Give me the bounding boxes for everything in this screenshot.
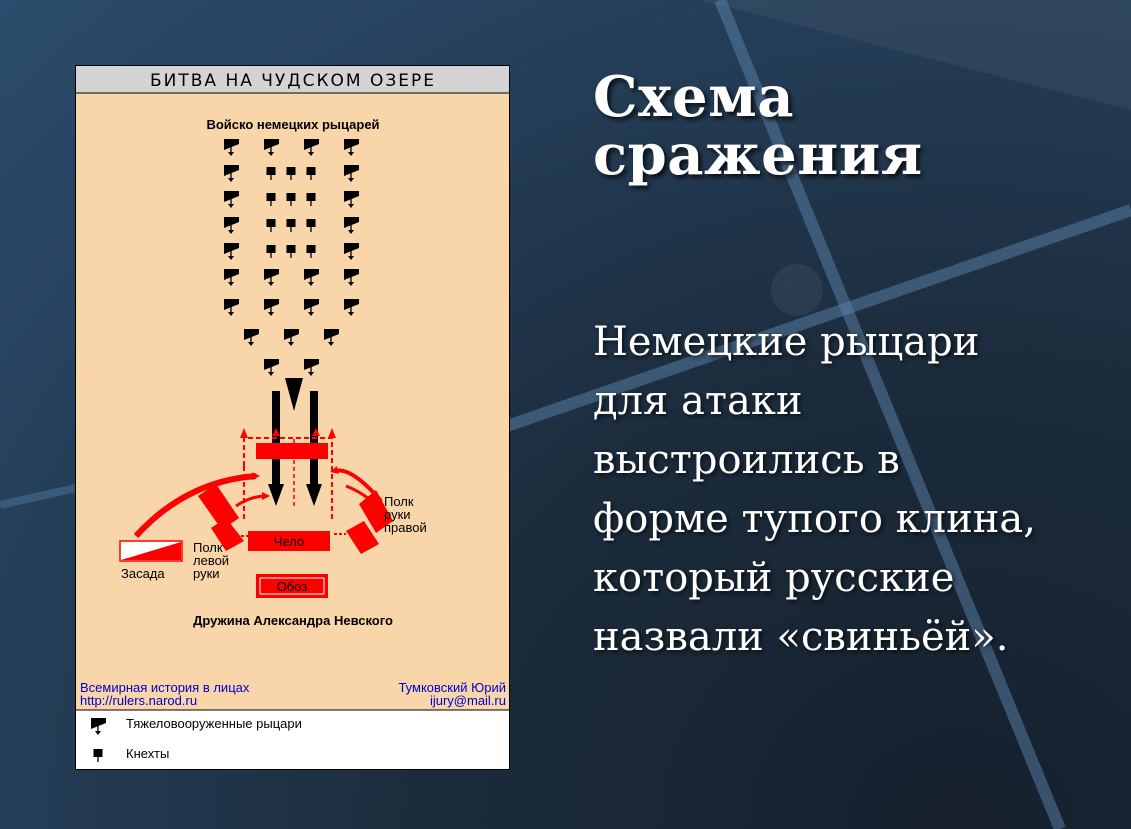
german-army-label: Войско немецких рыцарей [206, 117, 380, 132]
slide-title [593, 64, 1113, 188]
legend-heavy-knights: Тяжеловооруженные рыцари [126, 716, 302, 731]
credits-author-name: Тумковский Юрий [398, 680, 506, 695]
slide-body-line: назвали «свиньёй». [593, 614, 1009, 660]
slide-body-line: который русские [593, 555, 955, 601]
flank-movement-arrows [136, 470, 381, 536]
credits-source-name: Всемирная история в лицах [80, 680, 250, 695]
russian-army-label: Дружина Александра Невского [193, 613, 393, 628]
slide-body-line: выстроились в [593, 437, 900, 483]
slide-body-line: форме тупого клина, [593, 496, 1036, 542]
german-wedge-arrows [268, 378, 322, 506]
legend-knechts: Кнехты [126, 746, 170, 761]
battle-diagram-svg [76, 66, 510, 770]
credits-author-email[interactable]: ijury@mail.ru [429, 693, 506, 708]
oboz-label: Обоз [276, 579, 308, 594]
german-wedge-formation [224, 139, 359, 376]
credits-source-url[interactable]: http://rulers.narod.ru [80, 693, 198, 708]
ambush-unit [120, 541, 182, 561]
chelo-forward-line [256, 443, 328, 459]
left-regiment-label: Полк левой руки [193, 540, 230, 581]
diagram-title: БИТВА НА ЧУДСКОМ ОЗЕРЕ [150, 71, 436, 91]
slide-body-text [593, 313, 1113, 667]
slide-title-line: Схема [593, 64, 795, 130]
slide-body-line: Немецкие рыцари [593, 319, 980, 365]
slide-title-line: сражения [593, 122, 923, 188]
chelo-label: Чело [273, 534, 305, 549]
right-regiment-label: Полк руки правой [384, 494, 427, 535]
ambush-label: Засада [121, 566, 165, 581]
battle-diagram [75, 65, 510, 770]
slide-body-line: для атаки [593, 378, 803, 424]
